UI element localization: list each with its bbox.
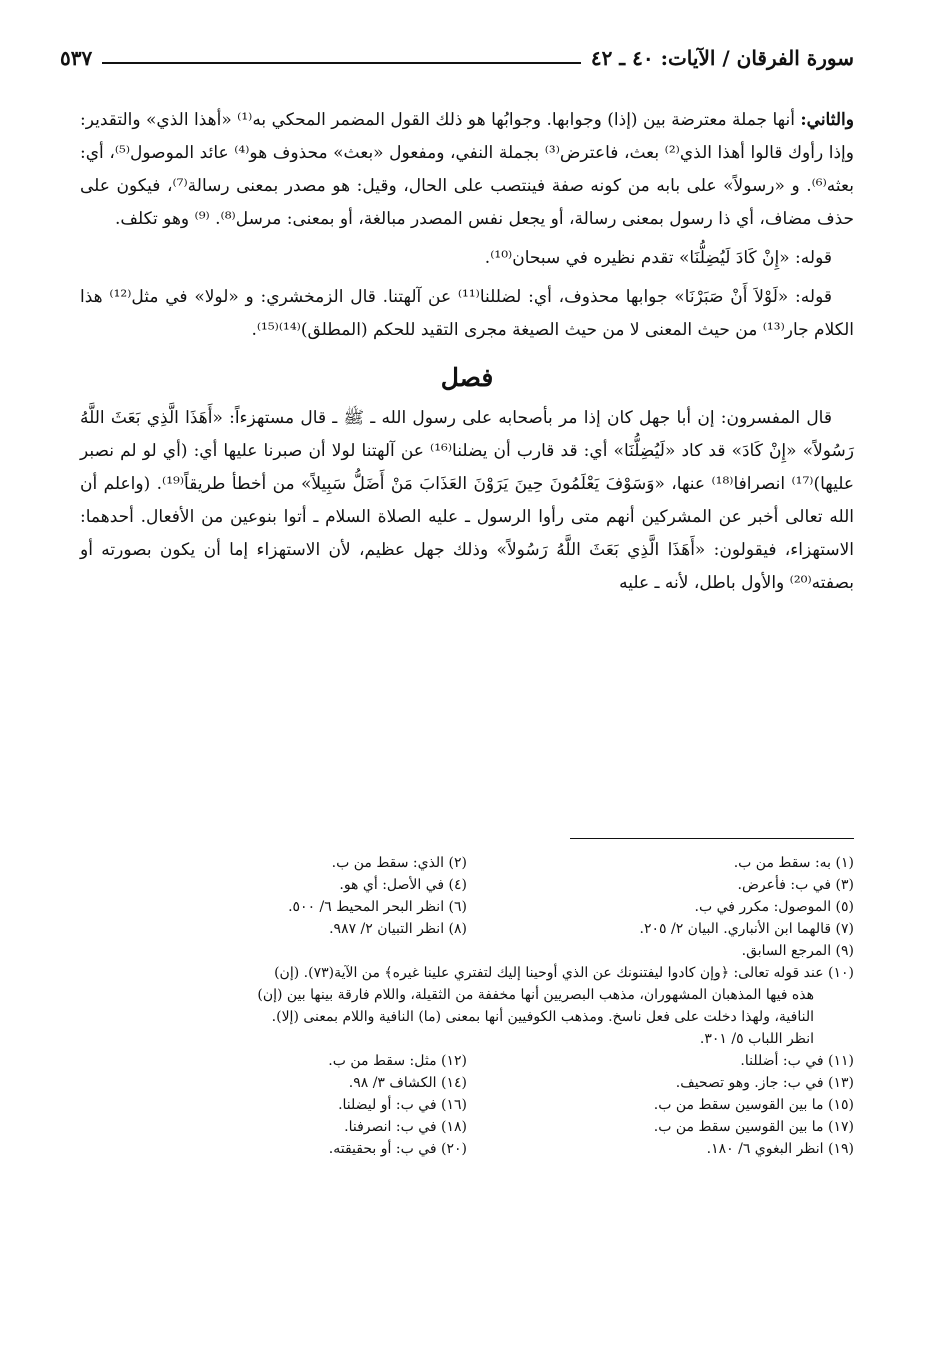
footnote: (١) به: سقط من ب. (733, 855, 854, 871)
footnote: (١٠) عند قوله تعالى: ﴿وإن كادوا ليفتنونك عن الذي أوحينا إليك لتفتري علينا غيره﴾ من الآية(٧٣). (إن) (274, 965, 854, 981)
footnote: (١٧) ما بين القوسين سقط من ب. (653, 1119, 854, 1135)
footnote-row (80, 896, 854, 918)
footnote: (٢٠) في ب: أو بحقيقته. (328, 1141, 467, 1157)
footnote: (٨) انظر التبيان ٢/ ٩٨٧. (329, 921, 467, 937)
footnote-row (80, 1094, 854, 1116)
footnote-row (80, 1072, 854, 1094)
paragraph-lead: والثاني: (800, 110, 854, 130)
footnote: (١٥) ما بين القوسين سقط من ب. (653, 1097, 854, 1113)
footnote-continuation: النافية، ولهذا دخلت على فعل ناسخ. ومذهب الكوفيين أنها بمعنى (ما) النافية واللام بمعنى (إلا). (271, 1009, 814, 1025)
footnote: (٣) في ب: فأعرض. (737, 877, 854, 893)
footnote-row (80, 852, 854, 874)
footnotes (80, 852, 854, 1160)
footnote: (١٣) في ب: جاز. وهو تصحيف. (675, 1075, 854, 1091)
footnote: (١١) في ب: أضللنا. (740, 1053, 854, 1069)
main-text (80, 104, 854, 606)
footnote-row (80, 874, 854, 896)
footnote: (٢) الذي: سقط من ب. (331, 855, 467, 871)
footnote: (١٨) في ب: انصرفنا. (344, 1119, 467, 1135)
footnote-row (80, 940, 854, 962)
footnote-continuation: انظر اللباب ٥/ ٣٠١. (699, 1031, 814, 1047)
footnote-row (80, 1050, 854, 1072)
footnote: (٩) المرجع السابق. (741, 943, 854, 959)
footnote: (١٤) الكشاف ٣/ ٩٨. (348, 1075, 467, 1091)
section-heading: فصل (440, 363, 494, 392)
paragraph: قوله: «إِنْ كَادَ لَيُضِلُّنَا» تقدم نظيره في سبحان⁽¹⁰⁾. (484, 248, 832, 268)
footnote: (٧) قالهما ابن الأنباري. البيان ٢/ ٢٠٥. (639, 921, 854, 937)
footnote: (١٦) في ب: أو ليضلنا. (338, 1097, 467, 1113)
footnote-continuation: هذه فيها المذهبان المشهوران، مذهب البصريين أنها مخففة من الثقيلة، واللام فارقة بينها بين (إن) (257, 987, 814, 1003)
page-number: ٥٣٧ (60, 46, 93, 70)
footnote: (٦) انظر البحر المحيط ٦/ ٥٠٠. (288, 899, 467, 915)
footnote: (١٩) انظر البغوي ٦/ ١٨٠. (706, 1141, 854, 1157)
footnote: (٤) في الأصل: أي هو. (339, 877, 467, 893)
footnote-long (80, 962, 854, 1050)
paragraph: قال المفسرون: إن أبا جهل كان إذا مر بأصحابه على رسول الله ـ ﷺ ـ قال مستهزءاً: «أَهَذَا الَّذِي بَعَثَ اللَّهُ رَسُولاً» «إِنْ كَادَ» قد كاد «لَيُضِلُّنَا» أي: قد قارب أن يضلنا⁽¹⁶⁾ عن آلهتنا لولا أن صبرنا عليها أي: (أي لو لم نصبر عليها)⁽¹⁷⁾ انصرافا⁽¹⁸⁾ عنها، «وَسَوْفَ يَعْلَمُونَ حِينَ يَرَوْنَ العَذَابَ مَنْ أَضَلُّ سَبِيلاً» من أخطأ طريقاً⁽¹⁹⁾. (واعلم أن الله تعالى أخبر عن المشركين أنهم متى رأوا الرسول ـ عليه الصلاة السلام ـ أتوا بنوعين من الأفعال. أحدهما: الاستهزاء، فيقولون: «أَهَذَا الَّذِي بَعَثَ اللَّهُ رَسُولاً» وذلك جهل عظيم، لأن الاستهزاء إما أن يكون بصورته أو بصفته⁽²⁰⁾ والأول باطل، لأنه ـ عليه (80, 408, 855, 593)
page-header (60, 34, 854, 70)
footnote-row (80, 918, 854, 940)
paragraph (80, 104, 854, 236)
footnote-row (80, 1138, 854, 1160)
footnote: (١٢) مثل: سقط من ب. (328, 1053, 467, 1069)
running-title: سورة الفرقان / الآيات: ٤٠ ـ ٤٢ (590, 46, 854, 70)
footnote-separator (570, 838, 854, 839)
footnote: (٥) الموصول: مكرر في ب. (694, 899, 854, 915)
footnote-row (80, 1116, 854, 1138)
paragraph-text: أنها جملة معترضة بين (إذا) وجوابها. وجوابُها هو ذلك القول المضمر المحكي به⁽¹⁾ «أهذا الذي» والتقدير: وإذا رأوك قالوا أهذا الذي⁽²⁾ بعث، فاعترض⁽³⁾ بجملة النفي، ومفعول «بعث» محذوف هو⁽⁴⁾ عائد الموصول⁽⁵⁾، أي: بعثه⁽⁶⁾. و «رسولاً» على بابه من كونه صفة فينتصب على الحال، وقيل: هو مصدر بمعنى رسالة⁽⁷⁾، فيكون على حذف مضاف، أي ذا رسول بمعنى رسالة، أو يجعل نفس المصدر مبالغة، أو بمعنى: مرسل⁽⁸⁾. ⁽⁹⁾ وهو تكلف. (80, 110, 854, 229)
paragraph: قوله: «لَوْلاَ أَنْ صَبَرْنَا» جوابها محذوف، أي: لضللنا⁽¹¹⁾ عن آلهتنا. قال الزمخشري: و «لولا» في مثل⁽¹²⁾ هذا الكلام جار⁽¹³⁾ من حيث المعنى لا من حيث الصيغة مجرى التقيد للحكم (المطلق)⁽¹⁴⁾⁽¹⁵⁾. (80, 287, 854, 340)
header-rule (102, 62, 581, 64)
